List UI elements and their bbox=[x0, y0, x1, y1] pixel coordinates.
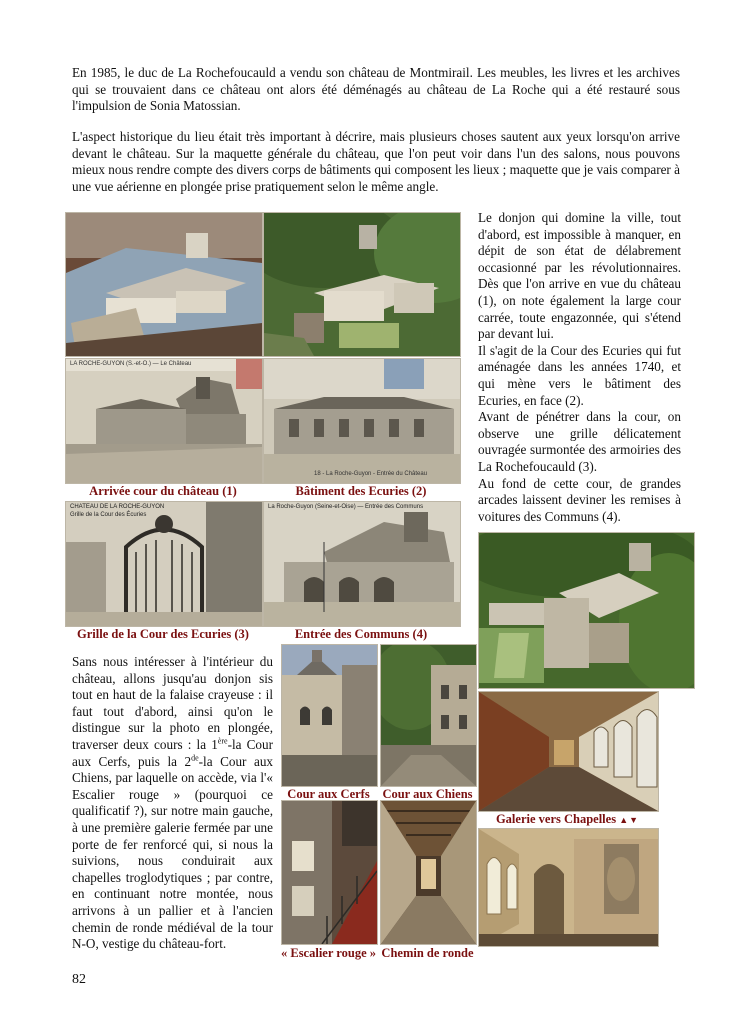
postcard-chateau bbox=[65, 358, 263, 484]
model-photo bbox=[65, 212, 263, 357]
caption-arrivee: Arrivée cour du château (1) bbox=[89, 484, 237, 498]
chapelle-photo bbox=[478, 828, 659, 947]
caption-chemin-de-ronde: Chemin de ronde bbox=[381, 946, 474, 960]
aerial-view-photo bbox=[263, 212, 461, 357]
caption-cour-aux-chiens: Cour aux Chiens bbox=[382, 787, 473, 801]
left-lower-text bbox=[72, 654, 273, 953]
caption-ecuries: Bâtiment des Ecuries (2) bbox=[295, 484, 427, 498]
right-paragraph-2: Il s'agit de la Cour des Ecuries qui fut aménagée dans les années 1740, et qui mène vers le bâtiment des Ecuries, en face (2). bbox=[478, 342, 681, 408]
right-paragraph-1: Le donjon qui domine la ville, tout d'abord, est impossible à manquer, en dépit de son état de délabrement occasionné par les révolutionnaires. Dès que l'on arrive en vue du château (1), on note également la large cour carrée, toute engazonnée, qui s'étend par devant lui. bbox=[478, 210, 681, 342]
postcard-grille bbox=[65, 501, 263, 627]
up-down-arrows-icon: ▲▼ bbox=[619, 815, 640, 825]
left-text-part-3: -la Cour aux Chiens, par laquelle on accède, via l'« Escalier rouge » (pourquoi ce qualificatif ?), sur notre main gauche, à une première galerie fermée par une porte de fer renforcé qui, si nous la suivions, nous conduirait aux chapelles troglodytiques ; par contre, en continuant notre montée, nous arrivons à un pallier et à l'ancien chemin de ronde médiéval de la tour N-O, vestige du château-fort. bbox=[72, 753, 274, 952]
caption-escalier-rouge: « Escalier rouge » bbox=[280, 946, 376, 960]
right-paragraph-3: Avant de pénétrer dans la cour, on observe une grille délicatement ouvragée surmontée des armoiries des La Rochefoucauld (3). bbox=[478, 409, 681, 474]
right-paragraph-4: Au fond de cette cour, de grandes arcades laissent deviner les remises à voitures des Communs (4). bbox=[478, 475, 681, 524]
chemin-de-ronde-photo bbox=[380, 800, 477, 945]
caption-galerie-text: Galerie vers Chapelles bbox=[495, 812, 617, 826]
right-column-text bbox=[478, 210, 681, 525]
cour-aux-cerfs-photo bbox=[281, 644, 378, 787]
postcard-3-subtitle: Grille de la Cour des Écuries bbox=[70, 512, 147, 518]
postcard-4-caption: La Roche-Guyon (Seine-et-Oise) — Entrée des Communs bbox=[268, 504, 424, 510]
postcard-2-caption: 18 - La Roche-Guyon - Entrée du Château bbox=[314, 471, 428, 477]
caption-communs: Entrée des Communs (4) bbox=[294, 627, 428, 641]
postcard-communs bbox=[263, 501, 461, 627]
escalier-rouge-photo bbox=[281, 800, 378, 945]
intro-paragraph-2: L'aspect historique du lieu était très important à décrire, mais plusieurs choses sautent aux yeux lorsqu'on arrive devant le château. Sur la maquette générale du château, que l'on peut voir dans l'un des salons, nous pouvons mieux nous rendre compte des divers corps de bâtiments qui composent les lieux ; maquette que je vais comparer à une vue aérienne en plongée prise pratiquement selon le même angle. bbox=[72, 129, 680, 194]
superscript-2: de bbox=[191, 753, 199, 763]
galerie-photo bbox=[478, 691, 659, 812]
left-text-part-1: Sans nous intéresser à l'intérieur du château, allons jusqu'au donjon sis tout en haut de la falaise crayeuse : il faut tout d'abord, ainsi qu'on le distingue sur la photo en plongée, traverser deux cours : la 1 bbox=[72, 654, 273, 752]
superscript-1: ère bbox=[217, 736, 228, 746]
caption-grille: Grille de la Cour des Ecuries (3) bbox=[77, 627, 249, 641]
left-text-part-2: -la Cour aux Cerfs, puis la 2 bbox=[72, 736, 273, 769]
postcard-3-title: CHATEAU DE LA ROCHE-GUYON bbox=[70, 504, 165, 510]
caption-galerie bbox=[478, 812, 657, 827]
postcard-1-caption: LA ROCHE-GUYON (S.-et-O.) — Le Château bbox=[70, 361, 192, 367]
page-number: 82 bbox=[72, 972, 86, 987]
caption-cour-aux-cerfs: Cour aux Cerfs bbox=[287, 787, 370, 801]
cour-aux-chiens-photo bbox=[380, 644, 477, 787]
postcard-ecuries bbox=[263, 358, 461, 484]
intro-paragraph-1: En 1985, le duc de La Rochefoucauld a vendu son château de Montmirail. Les meubles, les livres et les archives qui se trouvaient dans ce château ont alors été déménagés au château de La Roche qui a été restauré sous l'impulsion de Sonia Matossian. bbox=[72, 65, 680, 114]
aerial-photo-right bbox=[478, 532, 695, 689]
